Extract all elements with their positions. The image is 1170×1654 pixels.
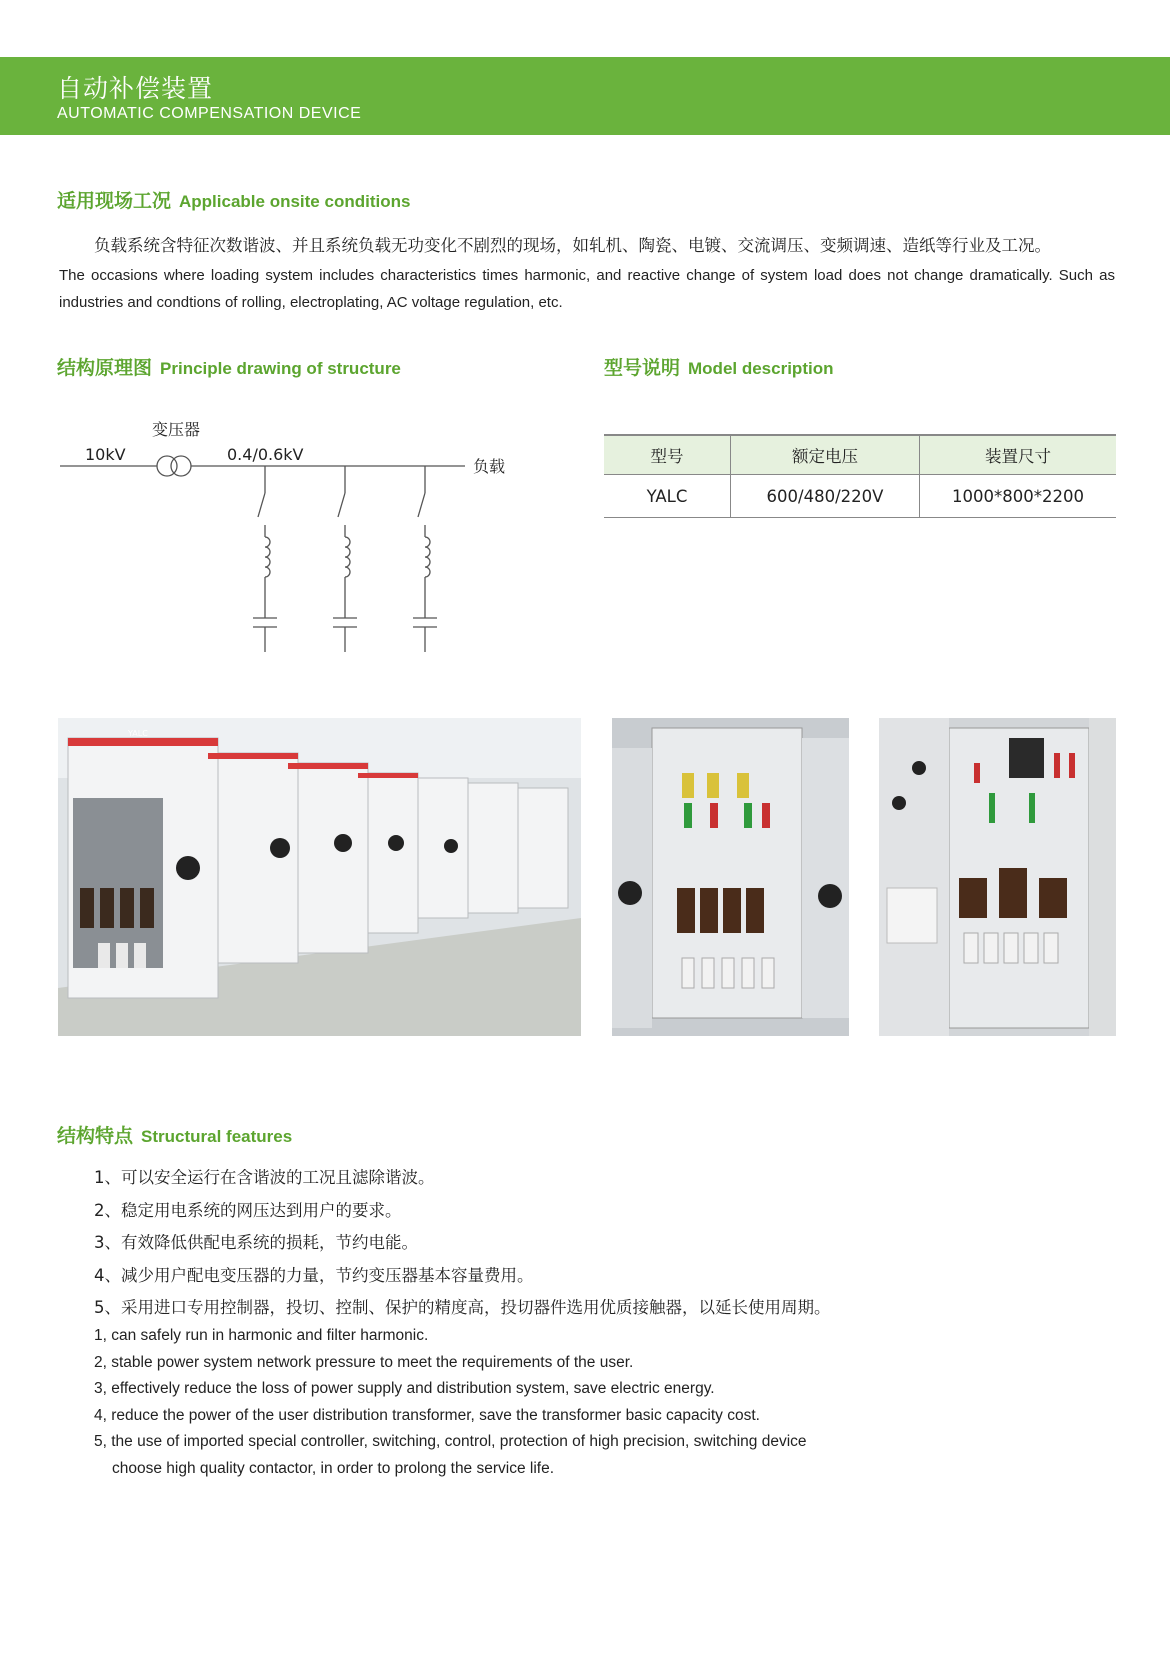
model-table <box>604 434 1116 518</box>
list-item: 2、稳定用电系统的网压达到用户的要求。 <box>94 1200 402 1220</box>
cell-size: 1000*800*2200 <box>920 475 1117 518</box>
principle-diagram <box>55 405 525 665</box>
structure-heading-cn: 结构原理图 <box>57 357 153 379</box>
col-model: 型号 <box>604 435 731 475</box>
list-item: 1, can safely run in harmonic and filter harmonic. <box>94 1327 429 1344</box>
cell-model: YALC <box>604 475 731 518</box>
list-item: 3, effectively reduce the loss of power supply and distribution system, save electric energy. <box>94 1380 715 1397</box>
table-row <box>604 475 1116 518</box>
col-voltage: 额定电压 <box>731 435 920 475</box>
structure-heading <box>57 353 401 380</box>
list-item: 2, stable power system network pressure to meet the requirements of the user. <box>94 1353 634 1371</box>
model-heading-cn: 型号说明 <box>604 357 681 379</box>
features-heading-cn: 结构特点 <box>57 1125 134 1147</box>
photo-cabinet-row <box>58 718 581 1036</box>
col-size: 装置尺寸 <box>920 435 1117 475</box>
page-title-cn: 自动补偿装置 <box>57 74 214 103</box>
structure-heading-en: Principle drawing of structure <box>160 359 401 378</box>
lv-label: 0.4/0.6kV <box>227 445 304 464</box>
list-item: 1、可以安全运行在含谐波的工况且滤除谐波。 <box>94 1168 435 1187</box>
photo-cabinet-detail <box>879 718 1116 1036</box>
features-heading <box>57 1121 292 1148</box>
branch-2 <box>333 466 357 652</box>
cabinet-label: YALC <box>128 729 148 738</box>
list-item: 5、采用进口专用控制器，投切、控制、保护的精度高，投切器件选用优质接触器，以延长使用周期。 <box>94 1298 831 1317</box>
list-item: 5, the use of imported special controller, switching, control, protection of high precision, switching device choose high quality contactor, in order to prolong the service life. <box>94 1433 807 1477</box>
model-heading <box>604 353 833 380</box>
list-item: 4, reduce the power of the user distribution transformer, save the transformer basic capacity cost. <box>94 1406 760 1424</box>
branch-3 <box>413 466 437 652</box>
hv-label: 10kV <box>85 445 126 464</box>
load-label: 负载 <box>473 457 506 476</box>
branch-1 <box>253 466 277 652</box>
transformer-label: 变压器 <box>152 420 201 439</box>
list-item: 4、减少用户配电变压器的力量，节约变压器基本容量费用。 <box>94 1265 534 1285</box>
features-list-cn <box>94 1162 831 1325</box>
header-banner <box>0 57 1170 135</box>
conditions-text-en: The occasions where loading system includes characteristics times harmonic, and reactive change of system load does not change dramatically. Such as industries and condtions of rolling, electroplating, AC voltage regulation, etc. <box>59 267 1115 311</box>
photo-open-cabinet <box>612 718 849 1036</box>
list-item: 3、有效降低供配电系统的损耗，节约电能。 <box>94 1233 418 1252</box>
features-list-en <box>94 1323 854 1482</box>
cell-voltage: 600/480/220V <box>731 475 920 518</box>
conditions-heading <box>57 186 410 213</box>
features-heading-en: Structural features <box>141 1127 293 1146</box>
model-heading-en: Model description <box>688 359 834 378</box>
conditions-heading-en: Applicable onsite conditions <box>179 192 411 211</box>
table-header-row <box>604 435 1116 475</box>
conditions-heading-cn: 适用现场工况 <box>57 190 172 212</box>
page-title-en: AUTOMATIC COMPENSATION DEVICE <box>57 105 362 122</box>
conditions-text-cn: 负载系统含特征次数谐波、并且系统负载无功变化不剧烈的现场，如轧机、陶瓷、电镀、交流调压、变频调速、造纸等行业及工况。 <box>94 236 1051 255</box>
